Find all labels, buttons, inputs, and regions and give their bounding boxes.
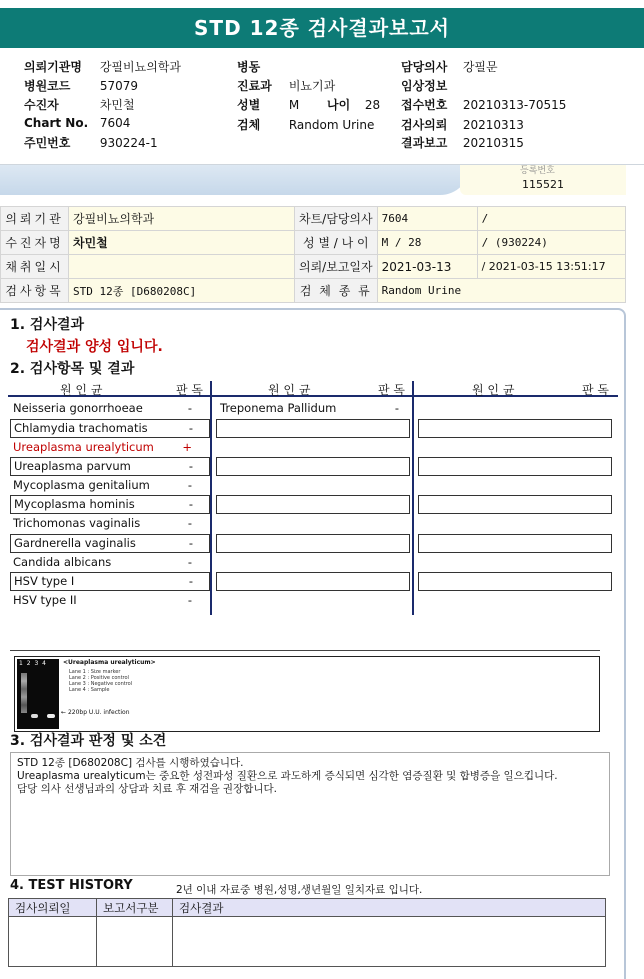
info-header: 성 별 / 나 이: [295, 231, 378, 255]
pathogen-row: Chlamydia trachomatis -: [10, 419, 210, 438]
gel-heading: <Ureaplasma urealyticum>: [63, 659, 156, 666]
summary-field-report-date: 결과보고 20210315: [401, 136, 524, 150]
column-header-3: [414, 381, 618, 397]
empty-result-cell: [216, 419, 410, 438]
column-header-pathogen: 원 인 균: [472, 383, 515, 397]
summary-field-chart-no: Chart No. 7604: [24, 116, 131, 130]
column-header-judge: 판 독: [176, 383, 203, 397]
info-row: [1, 279, 626, 303]
empty-result-cell: [216, 495, 410, 514]
pathogen-row: HSV type II -: [13, 593, 192, 607]
gel-photo: [17, 659, 59, 729]
pathogen-row: Neisseria gonorrhoeae -: [13, 401, 192, 415]
findings-line: 담당 의사 선생님과의 상담과 치료 후 재검을 권장합니다.: [17, 783, 277, 795]
column-divider: [412, 381, 414, 615]
gel-band-label: ← 220bp U.U. infection: [61, 709, 130, 716]
empty-result-cell: [216, 572, 410, 591]
summary-field-resident-no: 주민번호 930224-1: [24, 136, 158, 150]
info-value: STD 12종 [D680208C]: [69, 279, 295, 303]
pathogen-row: Ureaplasma parvum -: [10, 457, 210, 476]
column-header-2: [212, 381, 414, 397]
pathogen-row: HSV type I -: [10, 572, 210, 591]
history-cell: [173, 917, 606, 967]
arrow-left-icon: ←: [61, 709, 67, 716]
empty-result-cell: [418, 572, 612, 591]
history-col-request-date: 검사의뢰일: [9, 899, 97, 917]
history-cell: [97, 917, 173, 967]
findings-textbox: [10, 752, 610, 876]
size-marker-ladder: [21, 673, 27, 713]
section-title-result: 1. 검사결과: [10, 317, 85, 333]
info-value: [69, 255, 295, 279]
pathogen-row: Trichomonas vaginalis -: [13, 516, 192, 530]
gel-legend: Lane 1 : Size marker Lane 2 : Positive control Lane 3 : Negative control Lane 4 : Sample: [69, 669, 133, 693]
findings-line: STD 12종 [D680208C] 검사를 시행하였습니다.: [17, 757, 244, 769]
pathogen-row: Mycoplasma hominis -: [10, 495, 210, 514]
section-title-findings: 3. 검사결과 판정 및 소견: [10, 733, 167, 749]
pathogen-row: Gardnerella vaginalis -: [10, 534, 210, 553]
info-header: 의뢰기관: [1, 207, 69, 231]
column-header-judge: 판 독: [378, 383, 405, 397]
info-header: 검사항목: [1, 279, 69, 303]
section-title-history: 4. TEST HISTORY: [10, 878, 133, 893]
header-decoration-band: [0, 165, 470, 195]
info-value: / 2021-03-15 13:51:17: [477, 255, 625, 279]
column-header-judge: 판 독: [582, 383, 609, 397]
pathogen-row: Treponema Pallidum -: [220, 401, 399, 415]
summary-field-department: 진료과 비뇨기과: [237, 79, 336, 93]
history-col-report-type: 보고서구분: [97, 899, 173, 917]
registration-number: 115521: [522, 178, 564, 191]
patient-info-table: [0, 206, 626, 303]
findings-line: Ureaplasma urealyticum는 중요한 성전파성 질환으로 과도하게 증식되면 심각한 염증질환 및 합병증을 일으킵니다.: [17, 770, 558, 782]
empty-result-cell: [216, 457, 410, 476]
history-col-result: 검사결과: [173, 899, 606, 917]
summary-field-receipt-no: 접수번호 20210313-70515: [401, 98, 567, 112]
info-value: / (930224): [477, 231, 625, 255]
info-value: 2021-03-13: [377, 255, 477, 279]
column-header-1: [8, 381, 212, 397]
summary-field-ward: 병동: [237, 60, 261, 74]
info-value: 강필비뇨의학과: [69, 207, 295, 231]
info-header: 채취일시: [1, 255, 69, 279]
empty-result-cell: [418, 419, 612, 438]
pathogen-row: Mycoplasma genitalium -: [13, 478, 192, 492]
report-title: STD 12종 검사결과보고서: [0, 8, 644, 48]
gel-electrophoresis-figure: [14, 656, 600, 732]
info-row: [1, 255, 626, 279]
info-value: 차민철: [69, 231, 295, 255]
report-summary-header: [0, 0, 644, 165]
summary-field-hospital-code: 병원코드 57079: [24, 79, 139, 93]
summary-field-request-date: 검사의뢰 20210313: [401, 118, 524, 132]
summary-field-sex: 성별 M: [237, 98, 300, 112]
summary-field-patient: 수진자 차민철: [24, 98, 135, 112]
summary-field-institution: 의뢰기관명 강필비뇨의학과: [24, 60, 181, 74]
pathogen-row: Candida albicans -: [13, 555, 192, 569]
info-header: 수진자명: [1, 231, 69, 255]
section-title-items: 2. 검사항목 및 결과: [10, 361, 135, 377]
info-header: 차트/담당의사: [295, 207, 378, 231]
empty-result-cell: [216, 534, 410, 553]
info-row: [1, 207, 626, 231]
summary-field-clinical-info: 임상정보: [401, 79, 448, 93]
summary-field-specimen: 검체 Random Urine: [237, 118, 375, 132]
info-row: [1, 231, 626, 255]
info-value: Random Urine: [377, 279, 625, 303]
registration-label: 등록번호: [520, 166, 555, 176]
positive-control-band: [31, 714, 38, 718]
history-row: [9, 917, 606, 967]
history-note: 2년 이내 자료중 병원,성명,생년월일 일치자료 입니다.: [176, 884, 423, 896]
column-header-pathogen: 원 인 균: [268, 383, 311, 397]
gel-lane-numbers: 1 2 3 4: [19, 660, 47, 667]
summary-field-doctor: 담당의사 강필문: [401, 60, 498, 74]
positive-result-text: 검사결과 양성 입니다.: [26, 339, 163, 355]
history-header-row: [9, 899, 606, 917]
test-history-table: [8, 898, 606, 967]
info-header: 검 체 종 류: [295, 279, 378, 303]
empty-result-cell: [418, 534, 612, 553]
column-divider: [210, 381, 212, 615]
section-divider: [10, 650, 600, 651]
history-cell: [9, 917, 97, 967]
summary-field-age: 나이 28: [327, 98, 381, 112]
empty-result-cell: [418, 457, 612, 476]
empty-result-cell: [418, 495, 612, 514]
pathogen-row-positive: Ureaplasma urealyticum +: [13, 440, 192, 454]
info-value: M / 28: [377, 231, 477, 255]
sample-band: [47, 714, 55, 718]
info-value: 7604: [377, 207, 477, 231]
column-header-pathogen: 원 인 균: [60, 383, 103, 397]
info-value: /: [477, 207, 625, 231]
info-header: 의뢰/보고일자: [295, 255, 378, 279]
